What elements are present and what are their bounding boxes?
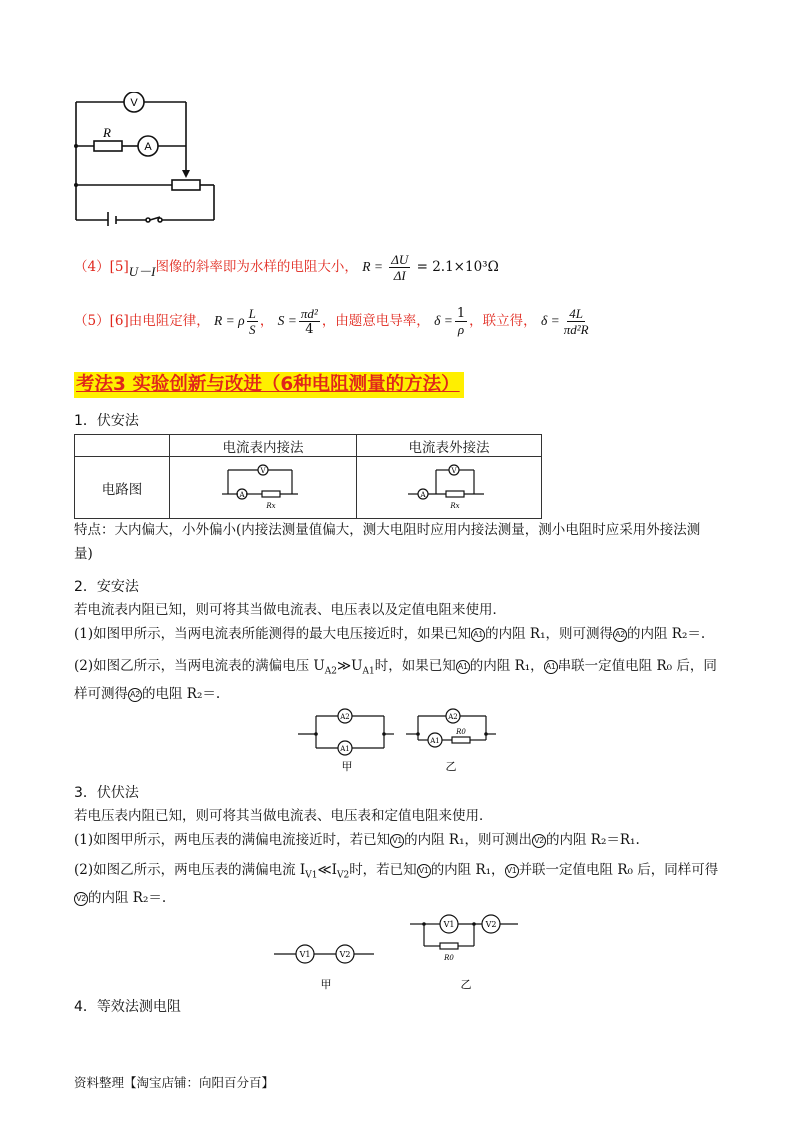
svg-text:A1: A1 [430,737,440,745]
svg-text:V2: V2 [339,950,351,959]
s3-para-4: V2 的内阻 R₂＝. [74,888,166,908]
fig-yi-label: 乙 [445,760,457,773]
svg-text:A1: A1 [340,745,350,753]
row-label: 电路图 [75,457,170,519]
s3-para-2: (1)如图甲所示，两电压表的满偏电流接近时，若已知 V1 的内阻 R₁，则可测出 V2 的内阻 R₂＝R₁. [74,832,640,848]
feature-note-cont: 量) [74,546,93,562]
external-connection-diagram [404,462,494,514]
voltmeter-v2-icon: V2 [74,892,88,906]
svg-text:V1: V1 [299,950,311,959]
ammeter-label: A [144,141,152,153]
svg-text:A: A [420,490,426,499]
s2-para-1: 若电流表内阻已知，则可将其当做电流表、电压表以及定值电阻来使用． [74,602,506,618]
svg-text:Rx: Rx [266,501,276,510]
s2-circuit-diagrams [296,704,506,774]
voltmeter-v2-icon: V2 [532,834,546,848]
section-3-title: 3．伏伏法 [74,785,139,801]
svg-text:V: V [260,466,266,475]
internal-connection-diagram [218,462,308,514]
svg-text:Rx: Rx [450,501,460,510]
section-heading: 考法3 实验创新与改进（6种电阻测量的方法） [74,372,464,398]
svg-text:A2: A2 [448,713,458,721]
fig-yi-label: 乙 [460,978,472,991]
svg-text:V: V [451,466,457,475]
s3-circuit-diagrams [270,908,530,992]
fig-jia-label: 甲 [341,760,353,773]
voltmeter-v1-icon: V1 [390,834,404,848]
fig-jia-label: 甲 [320,978,332,991]
section-1-title: 1．伏安法 [74,413,139,429]
ammeter-a1-icon: A1 [456,660,470,674]
col-internal: 电流表内接法 [170,435,357,457]
svg-text:A2: A2 [340,713,350,721]
s2-para-3: (2)如图乙所示，当两电流表的满偏电压 $U_{A2}≫U_{A1}$时，如果已知 A1 的内阻 R₁， A1 串联一定值电阻 R₀ 后，同 [74,658,717,677]
feature-note: 特点：大内偏大，小外偏小(内接法测量值偏大，测大电阻时应用内接法测量，测小电阻时应采用外接法测 [74,522,701,538]
voltmeter-label: V [130,97,138,109]
svg-text:V2: V2 [485,920,497,929]
svg-text:R0: R0 [444,954,454,962]
svg-text:R0: R0 [456,728,466,736]
s2-para-4: 样可测得 A2 的电阻 R₂＝. [74,686,221,702]
s3-para-1: 若电压表内阻已知，则可将其当做电流表、电压表和定值电阻来使用． [74,808,493,824]
comparison-table [74,434,542,519]
top-circuit-diagram [70,92,220,226]
s2-para-2: (1)如图甲所示，当两电流表所能测得的最大电压接近时，如果已知 A1 的内阻 R₁，则可测得 A2 的内阻 R₂＝. [74,626,706,642]
page-footer: 资料整理【淘宝店铺：向阳百分百】 [74,1075,275,1090]
s3-para-3: (2)如图乙所示，两电压表的满偏电流 $I_{V1}≪I_{V2}$时，若已知 V1 的内阻 R₁， V1 并联一定值电阻 R₀ 后，同样可得 [74,862,719,881]
voltmeter-v1-icon: V1 [417,864,431,878]
section-2-title: 2．安安法 [74,579,139,595]
col-external: 电流表外接法 [357,435,542,457]
svg-text:A: A [239,490,245,499]
ammeter-a2-icon: A2 [128,688,142,702]
svg-text:V1: V1 [443,920,455,929]
voltmeter-v1-icon: V1 [505,864,519,878]
section-4-title: 4．等效法测电阻 [74,999,181,1015]
resistor-label: R [103,125,111,140]
answer-item-5: （5）[6]由电阻定律， R = ρ $\frac{L}{S}$ ， S = $\frac{\text{πd²}}{4}$ ，由题意电导率， δ = $\frac{1}{\rho}$ ，联立得， δ = $\frac{4L}{\text{πd²R}}$ [74,306,589,337]
ammeter-a1-icon: A1 [471,628,485,642]
answer-item-4: （4）[5]U－I图像的斜率即为水样的电阻大小， R = $\frac{\Delta U}{\Delta I}$ = 2.1×10³Ω [74,252,499,283]
formula-resistance: R = $\frac{\Delta U}{\Delta I}$ = 2.1×10³Ω [362,252,499,283]
ammeter-a2-icon: A2 [613,628,627,642]
ammeter-a1-icon: A1 [544,660,558,674]
